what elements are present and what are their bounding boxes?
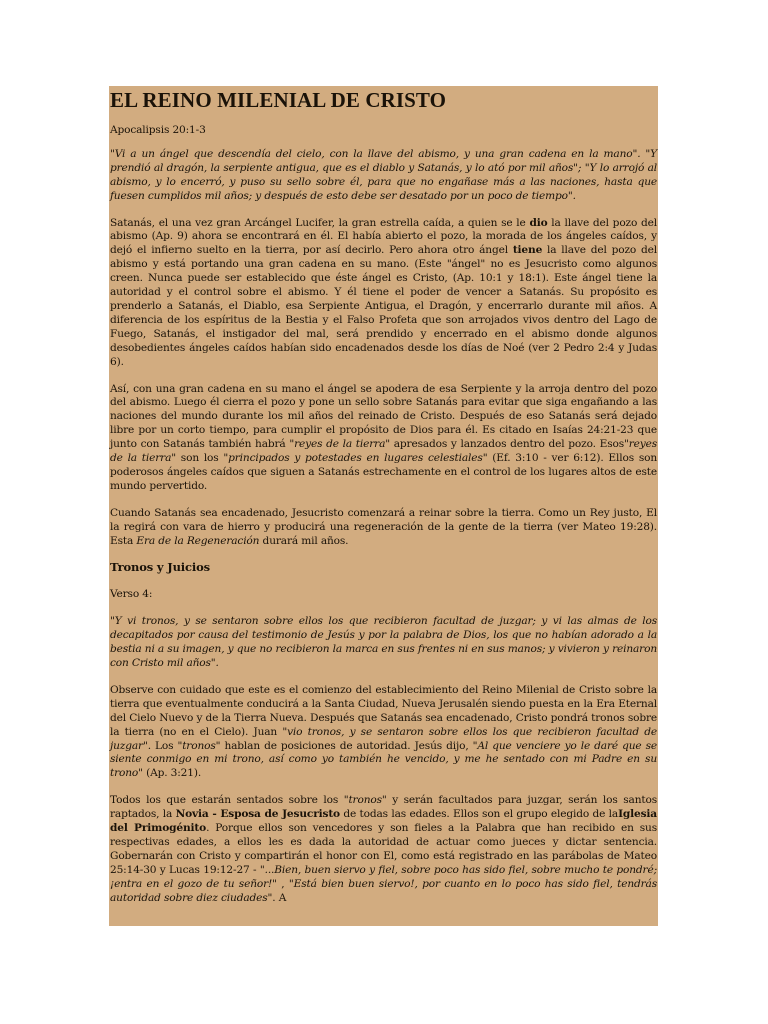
text-run: Cuando Satanás sea encadenado, Jesucristo comenzará a reinar sobre la tierra. Como un Rey justo, El la regirá con vara de hierro y producirá una regeneración de la gente de la tierra (ver Mateo 19:28). Esta [110,506,657,547]
text-run: y serán facultados para juzgar, serán los santos raptados, la [110,794,657,821]
italic-run: "vio tronos, y se sentaron sobre ellos los que recibieron facultad de juzgar" [110,725,657,752]
bold-run: Iglesia del Primogénito [110,808,658,835]
verse-label: Verso 4: [110,588,153,601]
bold-run: dio [529,216,548,229]
text-run: (Ef. 3:10 - ver 6:12). Ellos son poderosos ángeles caídos que siguen a Satanás estrechamente en el control de los lugares altos de este mundo pervertido. [110,452,658,492]
text-run: hablan de posiciones de autoridad. Jesús dijo, [220,739,473,752]
paragraph-3 [110,507,657,549]
italic-run: Era de la Regeneración [136,534,260,547]
bold-run: tiene [512,244,543,257]
italic-run: "Al que venciere yo le daré que se siente conmigo en mi trono, así como yo también he vencido, y me he sentado con mi Padre en su trono" [110,739,657,780]
text-run: Todos los que estarán sentados sobre los [110,794,344,807]
text-run: la llave del pozo del abismo (Ap. 9) ahora se encontrará en él. El había abierto el pozo, la morada de los ángeles caídos, y dejó el infierno suelto en la tierra, por así decirlo. Pero ahora otro ángel [110,216,657,257]
italic-run: "reyes de la tierra" [110,438,657,465]
text-run: de todas las edades. Ellos son el grupo elegido de la [339,808,619,821]
text-run: son los [175,452,224,465]
italic-run: "tronos" [177,739,221,752]
paragraph-2 [110,383,657,494]
text-run: durará mil años. [259,534,349,547]
page-title: EL REINO MILENIAL DE CRISTO [110,88,447,112]
paragraph-1 [110,217,657,370]
text-run: (Ap. 3:21). [142,767,202,780]
scripture-quote-1 [110,148,657,204]
italic-run: "tronos" [343,794,387,807]
paragraph-4 [110,684,657,781]
document-page [109,86,658,926]
text-run: Observe con cuidado que este es el comienzo del establecimiento del Reino Milenial de Cristo sobre la tierra que eventualmente conducirá a la Santa Ciudad, Nueva Jerusalén siendo puesta en la Era Eternal del Cielo Nuevo y de la Tierra Nueva. Después que Satanás sea encadenado, Cristo pondrá tronos sobre la tierra (no en el Cielo). Juan [110,683,657,738]
paragraph-5 [110,794,657,905]
text-run: Así, con una gran cadena en su mano el ángel se apodera de esa Serpiente y la arroja dentro del pozo del abismo. Luego él cierra el pozo y pone un sello sobre Satanás para evitar que siga engañando a las naciones del mundo durante los mil años del reinado de Cristo. Después de eso Satanás será dejado libre por un corto tiempo, para cumplir el propósito de Dios para él. Es citado en Isaías 24:21-23 que junto con Satanás también habrá [110,382,657,451]
text-run: . Los [147,739,178,752]
text-run: . Porque ellos son vencedores y son fieles a la Palabra que han recibido en sus respectivas edades, a ellos les es dada la autoridad de actuar como jueces y dictar sentencia. Gobernarán con Cristo y compartirán el honor con El, como está registrado en las parábolas de Mateo 25:14-30 y Lucas 19:12-27 - [110,822,657,876]
text-run: Satanás, el una vez gran Arcángel Lucifer, la gran estrella caída, a quien se le [110,216,530,229]
text-run: . A [272,891,287,904]
italic-run: "Está bien buen siervo!, por cuanto en lo poco has sido fiel, tendrás autoridad sobre diez ciudades" [110,877,657,904]
scripture-quote-2 [110,615,657,671]
scripture-reference: Apocalipsis 20:1-3 [110,124,206,136]
italic-run: "principados y potestades en lugares celestiales" [223,452,488,465]
section-subheading: Tronos y Juicios [110,560,210,575]
bold-run: Novia - Esposa de Jesucristo [175,808,340,821]
text-run: , [276,877,289,890]
text-run: apresados y lanzados dentro del pozo. Esos [389,438,624,451]
italic-run: "...Bien, buen siervo y fiel, sobre poco has sido fiel, sobre mucho te pondré; ¡entra en el gozo de tu señor!" [110,863,657,890]
quote-text: "Vi a un ángel que descendía del cielo, con la llave del abismo, y una gran cadena en la mano". "Y prendió al dragón, la serpiente antigua, que es el diablo y Satanás, y lo ató por mil años"; "Y lo arrojó al abismo, y lo encerró, y puso su sello sobre él, para que no engañase más a las naciones, hasta que fuesen cumplidos mil años; y después de esto debe ser desatado por un poco de tiempo". [110,147,657,202]
italic-run: "reyes de la tierra" [289,438,390,451]
text-run: la llave del pozo del abismo y está portando una gran cadena en su mano. (Este "ángel" no es Jesucristo como algunos creen. Nunca puede ser establecido que éste ángel es Cristo, (Ap. 10:1 y 18:1). Este ángel tiene la autoridad y el control sobre el abismo. Y él tiene el poder de vencer a Satanás. Su propósito es prenderlo a Satanás, el Diablo, esa Serpiente Antigua, el Dragón, y encerrarlo durante mil años. A diferencia de los espíritus de la Bestia y el Falso Profeta que son arrojados vivos dentro del Lago de Fuego, Satanás, el instigador del mal, será prendido y encerrado en el abismo donde algunos desobedientes ángeles caídos habían sido encadenados desde los días de Noé (ver 2 Pedro 2:4 y Judas 6). [110,244,657,368]
quote-text: "Y vi tronos, y se sentaron sobre ellos los que recibieron facultad de juzgar; y vi las almas de los decapitados por causa del testimonio de Jesús y por la palabra de Dios, los que no habían adorado a la bestia ni a su imagen, y que no recibieron la marca en sus frentes ni en sus manos; y vivieron y reinaron con Cristo mil años". [110,615,657,669]
